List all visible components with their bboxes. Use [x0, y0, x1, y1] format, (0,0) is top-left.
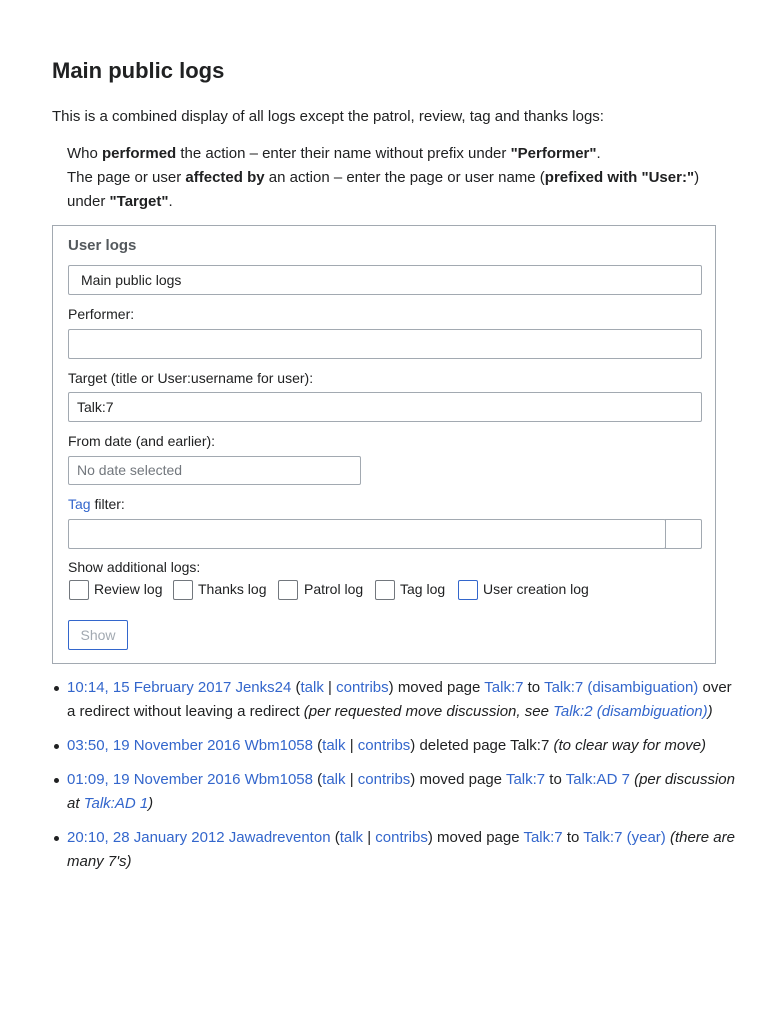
label-text: filter:	[90, 496, 125, 512]
to-word: to	[527, 679, 541, 696]
date-label: From date (and earlier):	[68, 433, 216, 449]
text: The page or user	[67, 169, 186, 186]
separator: |	[367, 829, 372, 846]
checkbox-label: Patrol log	[304, 581, 364, 597]
target-label: Target (title or User:username for user):	[68, 370, 314, 386]
log-entry: 20:10, 28 January 2012 Jawadreventon (talk | contribs) moved page Talk:7 to Talk:7 (year) (there are many 7's)	[67, 826, 737, 874]
log-action: moved page	[437, 829, 520, 846]
to-word: to	[549, 771, 562, 788]
comment-text: )	[707, 703, 713, 720]
instruction-performer	[67, 142, 727, 166]
user-contribs-link[interactable]: contribs	[357, 737, 411, 754]
log-target-page[interactable]: Talk:7 (disambiguation)	[544, 679, 699, 696]
checkbox-patrol-log[interactable]	[278, 580, 298, 600]
user-logs-form	[52, 225, 716, 664]
user-contribs-link[interactable]: contribs	[336, 679, 389, 696]
checkbox-label: User creation log	[483, 581, 589, 597]
comment-link[interactable]: Talk:AD 1	[83, 795, 149, 812]
log-entry: 10:14, 15 February 2017 Jenks24 (talk | contribs) moved page Talk:7 to Talk:7 (disambiguation) over a redirect without leaving a redirect (per requested move discussion, see Talk:2 (disambiguation))	[67, 676, 737, 724]
log-source-page[interactable]: Talk:7	[505, 771, 546, 788]
show-button[interactable]: Show	[68, 620, 128, 650]
log-timestamp[interactable]: 20:10, 28 January 2012	[67, 829, 225, 846]
performer-label: Performer:	[68, 306, 135, 322]
checkbox-thanks-log[interactable]	[173, 580, 193, 600]
form-legend: User logs	[68, 237, 137, 254]
text: .	[168, 193, 173, 210]
user-contribs-link[interactable]: contribs	[357, 771, 411, 788]
log-source-page[interactable]: Talk:7	[484, 679, 524, 696]
tag-filter-label	[68, 496, 125, 512]
log-user[interactable]: Wbm1058	[244, 771, 313, 788]
comment-text: (per requested move discussion, see	[303, 703, 554, 720]
log-action: moved page	[419, 771, 503, 788]
user-talk-link[interactable]: talk	[322, 771, 346, 788]
bold-text: affected by	[185, 169, 265, 186]
additional-logs-checkboxes	[68, 580, 708, 602]
checkbox-label: Review log	[94, 581, 163, 597]
checkbox-user-creation-log[interactable]	[458, 580, 478, 600]
separator: |	[349, 771, 354, 788]
log-user[interactable]: Jawadreventon	[228, 829, 331, 846]
usage-instructions	[67, 142, 727, 214]
comment-link[interactable]: Talk:2 (disambiguation)	[553, 703, 708, 720]
log-list	[50, 676, 737, 884]
log-user[interactable]: Wbm1058	[244, 737, 313, 754]
log-timestamp[interactable]: 03:50, 19 November 2016	[67, 737, 241, 754]
log-entry: 03:50, 19 November 2016 Wbm1058 (talk | contribs) deleted page Talk:7 (to clear way for move)	[67, 734, 737, 758]
to-word: to	[566, 829, 580, 846]
user-contribs-link[interactable]: contribs	[375, 829, 428, 846]
text: .	[596, 145, 601, 162]
comment-text: )	[148, 795, 154, 812]
additional-logs-label: Show additional logs:	[68, 559, 201, 575]
comment-text: (per discussion at	[67, 771, 735, 812]
bold-text: performed	[102, 145, 177, 162]
bold-text: prefixed with "User:"	[544, 169, 695, 186]
target-input[interactable]	[68, 392, 702, 422]
tag-dropdown-button[interactable]	[665, 519, 702, 549]
tag-filter-input[interactable]	[68, 519, 666, 549]
log-target-page[interactable]: Talk:AD 7	[565, 771, 630, 788]
log-action: deleted page	[419, 737, 507, 754]
log-timestamp[interactable]: 10:14, 15 February 2017	[67, 679, 232, 696]
log-timestamp[interactable]: 01:09, 19 November 2016	[67, 771, 241, 788]
log-target-page[interactable]: Talk:7 (year)	[583, 829, 666, 846]
bold-text: "Performer"	[510, 145, 597, 162]
log-extra: over a redirect without leaving a redirect	[67, 679, 732, 720]
log-type-select[interactable]: Main public logs	[68, 265, 702, 295]
page-intro: This is a combined display of all logs except the patrol, review, tag and thanks logs:	[52, 108, 604, 125]
checkbox-label: Thanks log	[198, 581, 267, 597]
page-title: Main public logs	[52, 58, 225, 83]
log-entry: 01:09, 19 November 2016 Wbm1058 (talk | contribs) moved page Talk:7 to Talk:AD 7 (per discussion at Talk:AD 1)	[67, 768, 737, 816]
checkbox-tag-log[interactable]	[375, 580, 395, 600]
user-talk-link[interactable]: talk	[322, 737, 346, 754]
user-talk-link[interactable]: talk	[300, 679, 324, 696]
instruction-target	[67, 166, 727, 214]
text: Who	[67, 145, 103, 162]
log-comment	[304, 703, 713, 720]
log-action: moved page	[397, 679, 481, 696]
checkbox-label: Tag log	[400, 581, 446, 597]
text: an action – enter the page or user name (	[264, 169, 545, 186]
log-comment: (to clear way for move)	[553, 737, 707, 754]
checkbox-review-log[interactable]	[69, 580, 89, 600]
bold-text: "Target"	[109, 193, 169, 210]
log-source-page[interactable]: Talk:7	[523, 829, 563, 846]
performer-input[interactable]	[68, 329, 702, 359]
log-page: Talk:7	[510, 737, 550, 754]
text: the action – enter their name without prefix under	[176, 145, 511, 162]
log-user[interactable]: Jenks24	[235, 679, 292, 696]
date-picker[interactable]: No date selected	[68, 456, 361, 485]
separator: |	[328, 679, 332, 696]
separator: |	[349, 737, 354, 754]
tag-link[interactable]: Tag	[68, 496, 91, 512]
user-talk-link[interactable]: talk	[339, 829, 364, 846]
text: ) under	[67, 169, 700, 210]
log-comment: (there are many 7's)	[67, 829, 735, 870]
